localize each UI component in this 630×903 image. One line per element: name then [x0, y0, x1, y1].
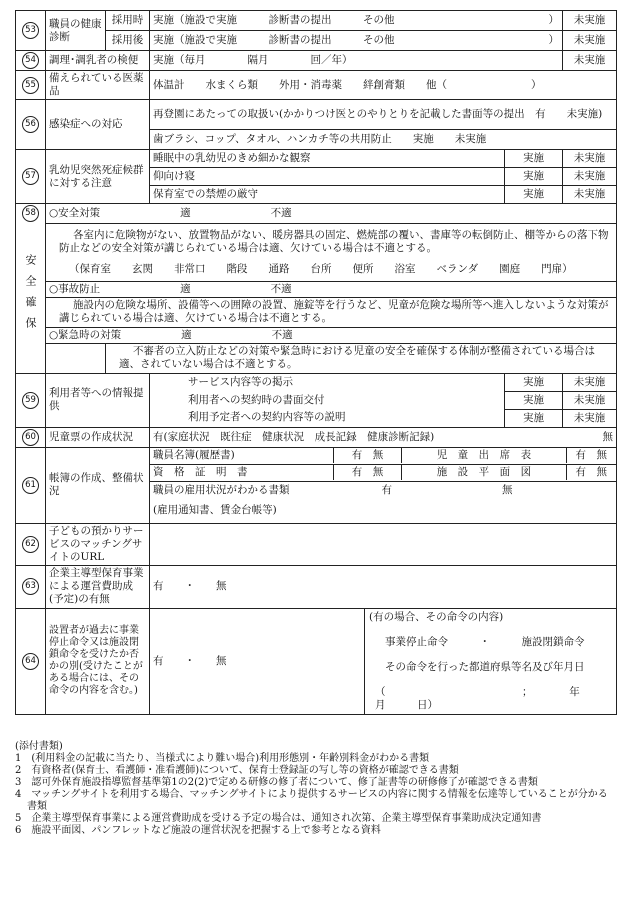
row54-none: 未実施	[563, 51, 617, 71]
row57-yes: 実施	[505, 150, 563, 168]
row61-floorplan: 施 設 平 面 図	[402, 465, 566, 480]
row61-employment	[150, 481, 617, 499]
row57-no: 未実施	[563, 150, 617, 168]
row58-b-body	[46, 297, 617, 327]
row55-options: 体温計 水まくら類 外用・消毒薬 絆創膏類 他（ ）	[150, 71, 617, 100]
row64-detail-heading: (有の場合、その命令の内容)	[369, 610, 504, 623]
row58-c-ok: 適	[181, 328, 192, 341]
row63-options: 有 ・ 無	[150, 565, 617, 608]
row58-b-ng: 不適	[270, 282, 292, 295]
row58-c-heading: ○緊急時の対策	[49, 328, 122, 341]
row53-sub-hire: 採用時	[106, 11, 150, 31]
row-number-badge: 64	[22, 653, 39, 670]
row53-sub-after: 採用後	[106, 31, 150, 51]
row58-a-ok: 適	[180, 206, 191, 219]
row55-label: 備えられている医薬品	[46, 71, 150, 100]
row58-b-title	[46, 281, 617, 297]
attachment-item: 3 認可外保育施設指導監督基準第1の2(2)で定める研修の修了者について、修了証書等の研修修了が確認できる書類	[15, 777, 538, 788]
row53-opts-text: 実施（施設で実施 診断書の提出 その他	[153, 14, 395, 26]
row55-number	[16, 71, 46, 100]
row60-options: 有(家庭状況 既往症 健康状況 成長記録 健康診断記録)	[150, 427, 563, 447]
row58-c-text: 不審者の立入防止などの対策や緊急時における児童の安全を確保する体制が整備されている場合は適、されていない場合は不適とする。	[119, 345, 595, 370]
row54-options: 実施（毎月 隔月 回／年）	[150, 51, 563, 71]
row-number-badge: 53	[22, 22, 39, 39]
row58-a-text: 各室内に危険物がない、放置物品がない、暖房器具の固定、燃焼部の覆い、書庫等の転倒防止、棚等からの落下物防止などの安全対策が講じられている場合は適、欠けている場合は不適とする。	[59, 228, 609, 254]
row59-no: 未実施	[563, 409, 617, 427]
attachment-item: 1 (利用料金の記載に当たり、当様式により難い場合)利用形態別・年齢別料金がわかる書類	[15, 753, 430, 764]
row58-side	[16, 223, 46, 373]
row-number-badge: 58	[22, 205, 39, 222]
row57-no: 未実施	[563, 186, 617, 204]
attachment-item: 2 有資格者(保育士、看護師・准看護師)について、保育士登録証の写し等の資格が確認できる書類	[15, 765, 459, 776]
row64-number	[16, 608, 46, 714]
row61-grid-mid	[150, 464, 617, 481]
row59-item: 利用予定者への契約内容等の説明	[150, 409, 505, 427]
row-number-badge: 62	[22, 536, 39, 553]
row61-attendance: 児 童 出 席 表	[402, 448, 566, 463]
row54-number	[16, 51, 46, 71]
row56-line1: 再登園にあたっての取扱い(かかりつけ医とのやりとりを記載した書面等の提出 有 未実施)	[150, 100, 617, 130]
row61-yn: 有 無	[333, 465, 402, 480]
row58-c-body	[106, 343, 617, 373]
row64-authority-date: （ ； 年 月 日）	[375, 685, 612, 711]
row59-yes: 実施	[505, 409, 563, 427]
row64-options	[150, 608, 365, 714]
row61-label: 帳簿の作成、整備状況	[46, 447, 150, 523]
row-number-badge: 56	[22, 116, 39, 133]
row63-number	[16, 565, 46, 608]
row57-item: 仰向け寝	[150, 168, 505, 186]
row59-item: 利用者への契約時の書面交付	[150, 391, 505, 409]
row58-c-title	[46, 327, 617, 343]
row-number-badge: 63	[22, 578, 39, 595]
row59-number	[16, 373, 46, 427]
row58-side-label: 安全確保	[24, 253, 37, 338]
row59-yes: 実施	[505, 391, 563, 409]
row56-line2: 歯ブラシ、コップ、タオル、ハンカチ等の共用防止 実施 未実施	[150, 130, 617, 150]
row60-label: 児童票の作成状況	[46, 427, 150, 447]
row61-employment-yes: 有	[381, 483, 392, 496]
row62-number	[16, 523, 46, 565]
row54-label: 調理･調乳者の検便	[46, 51, 150, 71]
row64-order-types: 事業停止命令 ・ 施設閉鎖命令	[385, 635, 585, 648]
row53-none-after: 未実施	[563, 31, 617, 51]
row64-opts-text: 有 ・ 無	[153, 654, 227, 667]
row58-a-title	[46, 204, 617, 224]
row-number-badge: 60	[22, 429, 39, 446]
row58-side-end	[46, 343, 106, 373]
attachments-title: (添付書類)	[15, 741, 63, 752]
row58-a-heading: ○安全対策	[49, 206, 101, 219]
row56-label: 感染症への対応	[46, 100, 150, 150]
row64-label: 設置者が過去に事業停止命令又は施設閉鎖命令を受けたか否かの別(受けたことがある場合には、その命令の内容を含む。)	[46, 608, 150, 714]
row61-inner-top	[150, 448, 616, 463]
row61-employment-note: (雇用通知書、賃金台帳等)	[150, 499, 617, 523]
inspection-form-table	[15, 10, 617, 715]
row58-a-rooms: （保育室 玄関 非常口 階段 通路 台所 便所 浴室 ベランダ 園庭 門扉）	[69, 262, 573, 275]
row57-label: 乳幼児突然死症候群に対する注意	[46, 150, 150, 204]
row53-none-hire: 未実施	[563, 11, 617, 31]
row61-grid-top	[150, 447, 617, 464]
row63-label: 企業主導型保育事業による運営費助成(予定)の有無	[46, 565, 150, 608]
row57-yes: 実施	[505, 186, 563, 204]
row62-value[interactable]	[150, 523, 617, 565]
row59-item: サービス内容等の掲示	[150, 373, 505, 391]
row56-number	[16, 100, 46, 150]
row61-license: 資 格 証 明 書	[150, 465, 333, 480]
row58-b-heading: ○事故防止	[49, 282, 101, 295]
attachment-item: 6 施設平面図、パンフレットなど施設の運営状況を把握する上で参考となる資料	[15, 825, 381, 836]
row59-no: 未実施	[563, 391, 617, 409]
row57-item: 睡眠中の乳幼児のきめ細かな観察	[150, 150, 505, 168]
row61-yn: 有 無	[333, 448, 402, 463]
row59-yes: 実施	[505, 373, 563, 391]
row53-label: 職員の健康診断	[46, 11, 106, 51]
row61-staff-list: 職員名簿(履歴書)	[150, 448, 333, 463]
row61-yn: 有 無	[575, 449, 608, 461]
row61-number	[16, 447, 46, 523]
row61-inner-mid	[150, 465, 616, 480]
row61-yn: 有 無	[575, 466, 608, 478]
row58-b-text: 施設内の危険な場所、設備等への囲障の設置、施錠等を行うなど、児童が危険な場所等へ進入しないような対策が講じられている場合は適、欠けている場合は不適とする。	[59, 299, 609, 324]
row-number-badge: 59	[22, 392, 39, 409]
row57-number	[16, 150, 46, 204]
row64-authority: その命令を行った都道府県等名及び年月日	[385, 660, 585, 673]
row53-opts-text-2: 実施（施設で実施 診断書の提出 その他	[153, 34, 395, 46]
row58-b-ok: 適	[180, 282, 191, 295]
row-number-badge: 54	[22, 52, 39, 69]
row62-label: 子どもの預かりサービスのマッチングサイトのURL	[46, 523, 150, 565]
row53-options-after	[150, 31, 563, 51]
row59-no: 未実施	[563, 373, 617, 391]
row53-options-hire	[150, 11, 563, 31]
row61-employment-label: 職員の雇用状況がわかる書類	[153, 483, 290, 496]
row58-a-ng: 不適	[270, 206, 292, 219]
row64-detail	[365, 608, 617, 714]
attachments-footer	[15, 741, 616, 837]
row57-yes: 実施	[505, 168, 563, 186]
row53-close: ）	[548, 14, 560, 26]
row-number-badge: 55	[22, 77, 39, 94]
row58-c-ng: 不適	[271, 328, 293, 341]
row58-a-body	[46, 223, 617, 281]
row58-number	[16, 204, 46, 224]
row60-number	[16, 427, 46, 447]
row57-no: 未実施	[563, 168, 617, 186]
attachment-item: 4 マッチングサイトを利用する場合、マッチングサイトにより提供するサービスの内容に関する情報を伝達等していることが分かる書類	[15, 789, 608, 812]
row60-none: 無	[563, 427, 617, 447]
attachment-item: 5 企業主導型保育事業による運営費助成を受ける予定の場合は、通知され次第、企業主導型保育事業助成決定通知書	[15, 813, 542, 824]
row53-close-2: ）	[548, 34, 560, 46]
row59-label: 利用者等への情報提供	[46, 373, 150, 427]
row53-number	[16, 11, 46, 51]
row57-item: 保育室での禁煙の厳守	[150, 186, 505, 204]
row61-employment-no: 無	[502, 483, 513, 496]
row-number-badge: 61	[22, 477, 39, 494]
row-number-badge: 57	[22, 168, 39, 185]
